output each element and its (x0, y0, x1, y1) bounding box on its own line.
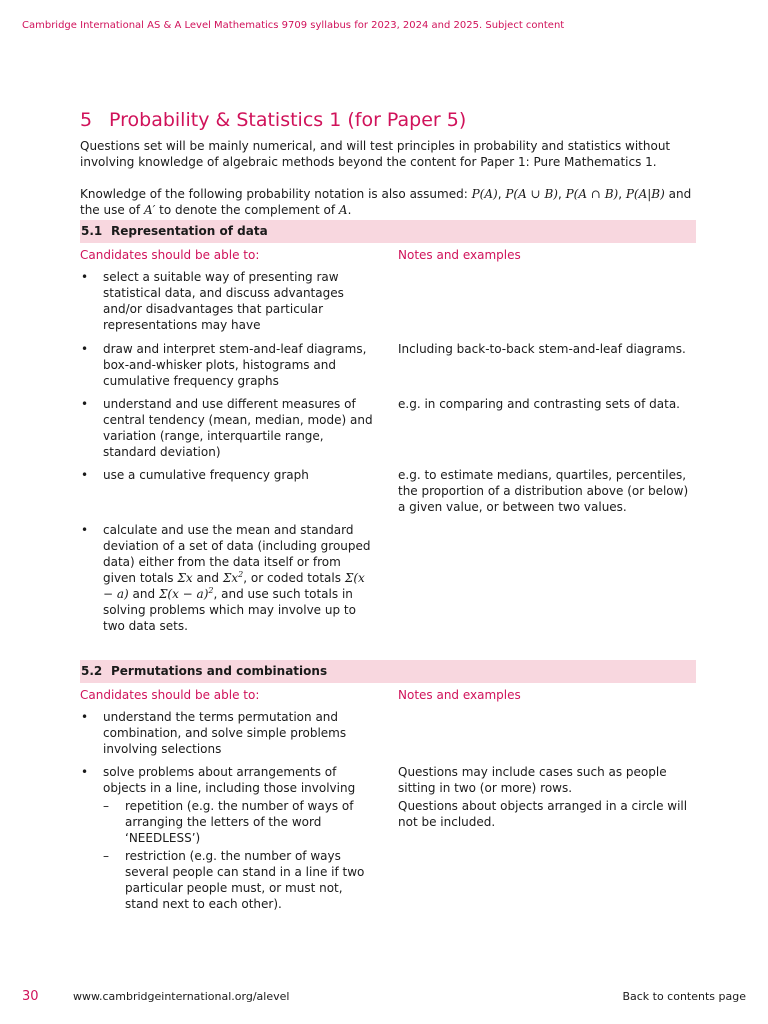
sub-list-item-text: restriction (e.g. the number of ways several people can stand in a line if two particular people must, or must not, stand next to each other). (125, 849, 365, 911)
list-item-note (398, 269, 696, 333)
list-item-text: understand and use different measures of central tendency (mean, median, mode) and variation (range, interquartile range, standard deviation) (103, 397, 373, 459)
bullet: • (81, 468, 89, 482)
list-item (80, 467, 696, 515)
subsection-header-5-1 (80, 220, 696, 243)
notation-paragraph: Knowledge of the following probability notation is also assumed: P(A), P(A ∪ B), P(A ∩ B), P(A|B) and the use of A′ to denote the complement of A. (80, 187, 692, 217)
notation-text: to denote the complement of (155, 203, 339, 217)
list-item (80, 269, 696, 333)
sub-list-item (103, 848, 373, 912)
column-header-notes: Notes and examples (398, 688, 521, 702)
subsection-number: 5.1 (81, 224, 103, 238)
main-content (80, 108, 696, 912)
list-item-note (398, 709, 696, 757)
list-item-note (398, 764, 696, 912)
superscript: 2 (208, 586, 214, 595)
list-item-text: draw and interpret stem-and-leaf diagrams, box-and-whisker plots, histograms and cumulative frequency graphs (103, 342, 367, 388)
notation-p-a-union-b: P(A ∪ B) (505, 187, 558, 201)
notation-text: Knowledge of the following probability notation is also assumed: (80, 187, 472, 201)
notation-text: and the use of (80, 187, 692, 217)
sum-x-minus-a: Σ(x − a) (103, 571, 365, 601)
sum-x-squared (223, 571, 243, 585)
sum-x-base: Σx (222, 571, 239, 585)
list-item-note (398, 522, 696, 634)
section-title (80, 108, 696, 132)
footer-url-link[interactable]: www.cambridgeinternational.org/alevel (73, 990, 290, 1003)
sum-x-minus-a-squared (159, 587, 214, 601)
running-head: Cambridge International AS & A Level Mathematics 9709 syllabus for 2023, 2024 and 2025. Subject content (22, 20, 565, 31)
column-header-notes: Notes and examples (398, 248, 521, 262)
bullet: • (81, 710, 89, 724)
list-item (80, 396, 696, 460)
list-item (80, 522, 696, 634)
note-text: Questions may include cases such as people sitting in two (or more) rows. (398, 765, 667, 795)
list-item-text-part: , or coded totals (243, 571, 345, 585)
notation-p-a-given-b: P(A|B) (625, 187, 665, 201)
sub-list-item (103, 798, 373, 846)
list-item (80, 764, 696, 912)
notation-a: A (338, 203, 348, 217)
list-item-text: use a cumulative frequency graph (103, 468, 309, 482)
subsection-number: 5.2 (81, 664, 103, 678)
sum-x-minus-a-base: Σ(x − a) (158, 587, 209, 601)
bullet: • (81, 342, 89, 356)
list-item-text-part: and (128, 587, 159, 601)
sub-list-item-text: repetition (e.g. the number of ways of arranging the letters of the word ‘NEEDLESS’) (125, 799, 354, 845)
subsection-header-5-2 (80, 660, 696, 683)
list-item (80, 709, 696, 757)
list-item-text-part: calculate and use the mean and standard deviation of a set of data (including grouped data) either from the data itself or from given totals (103, 523, 371, 585)
column-headers (80, 687, 696, 703)
list-item-text-part: and (192, 571, 223, 585)
list-item-text-part: , and use such totals in solving problems which may involve up to two data sets. (103, 587, 356, 633)
bullet: • (81, 397, 89, 411)
section-intro: Questions set will be mainly numerical, and will test principles in probability and statistics without involving knowledge of algebraic methods beyond the content for Paper 1: Pure Mathematics 1. (80, 139, 671, 169)
notation-text: . (347, 203, 352, 217)
sum-x: Σx (177, 571, 193, 585)
list-item-note: e.g. in comparing and contrasting sets of data. (398, 397, 680, 411)
list-item-text (103, 522, 373, 634)
page-number: 30 (22, 989, 39, 1004)
list-item (80, 341, 696, 389)
notation-p-a-intersect-b: P(A ∩ B) (565, 187, 619, 201)
list-item-text: understand the terms permutation and combination, and solve simple problems involving selections (103, 710, 347, 756)
bullet: • (81, 765, 89, 779)
subsection-title: Representation of data (111, 224, 268, 238)
bullet: • (81, 270, 89, 284)
section-number: 5 (80, 109, 93, 131)
list-item-note: e.g. to estimate medians, quartiles, percentiles, the proportion of a distribution above (or below) a given value, or between two values. (398, 468, 689, 514)
column-headers (80, 247, 696, 263)
column-header-candidates: Candidates should be able to: (80, 248, 260, 262)
list-item-note: Including back-to-back stem-and-leaf diagrams. (398, 342, 686, 356)
dash: – (103, 849, 109, 863)
note-text: Questions about objects arranged in a circle will not be included. (398, 799, 688, 829)
list-item-text: solve problems about arrangements of objects in a line, including those involving (103, 765, 356, 795)
notation-p-a: P(A) (471, 187, 498, 201)
back-to-contents-link[interactable]: Back to contents page (622, 990, 746, 1003)
section-title-text: Probability & Statistics 1 (for Paper 5) (109, 109, 467, 131)
column-header-candidates: Candidates should be able to: (80, 688, 260, 702)
bullet: • (81, 523, 89, 537)
superscript: 2 (238, 570, 244, 579)
dash: – (103, 799, 109, 813)
list-item-text: select a suitable way of presenting raw statistical data, and discuss advantages and/or disadvantages that particular representations may have (103, 270, 344, 332)
subsection-title: Permutations and combinations (111, 664, 328, 678)
notation-a-prime: A′ (143, 203, 156, 217)
